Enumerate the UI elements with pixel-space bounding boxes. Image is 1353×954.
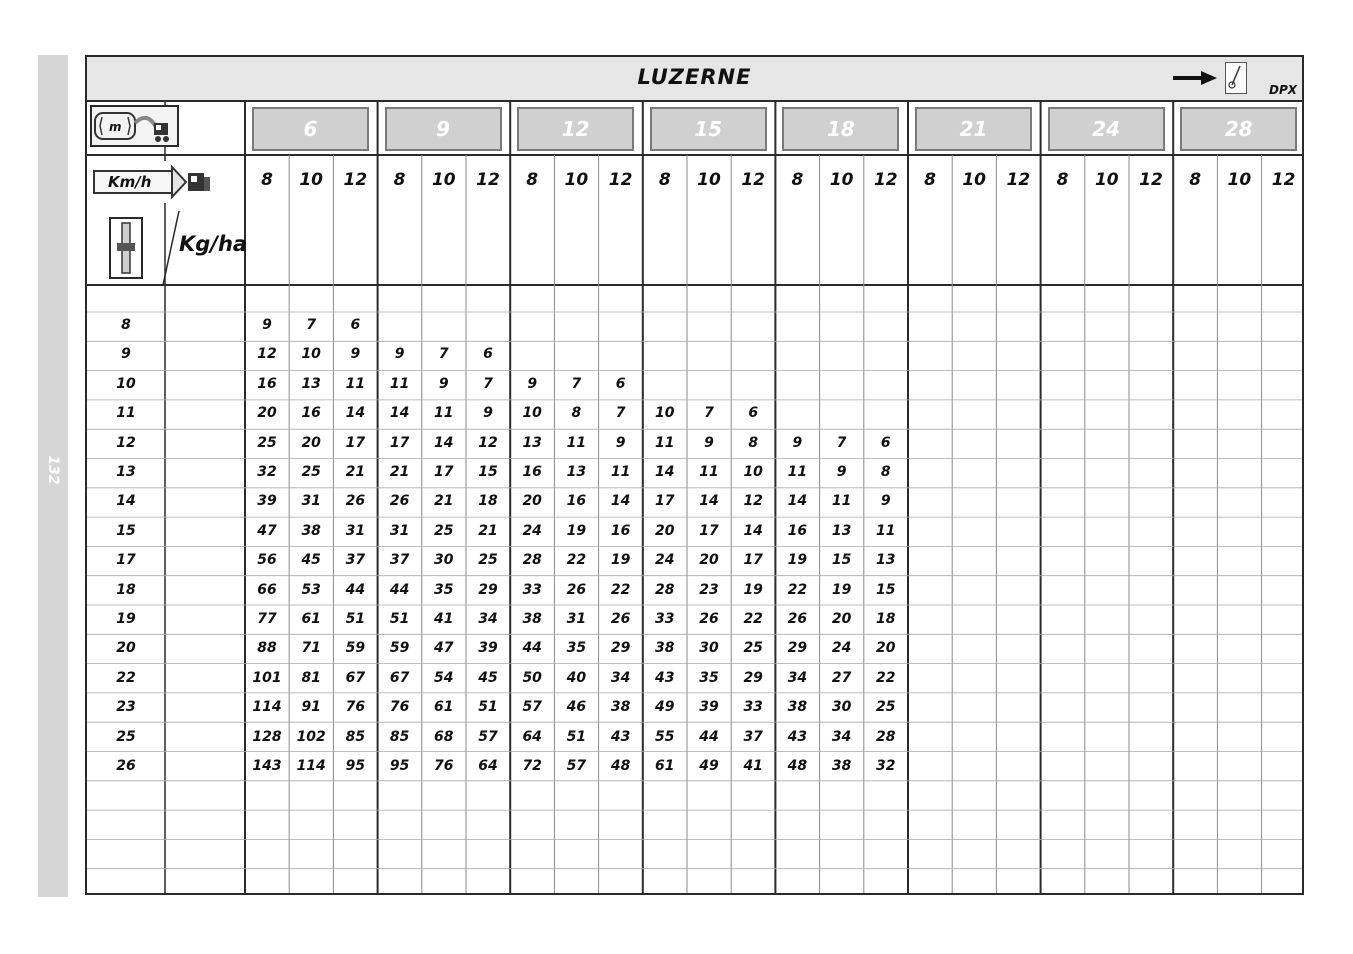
table-cell: 21 [389, 464, 410, 480]
table-cell: 9 [262, 317, 272, 333]
table-cell: 67 [389, 669, 410, 686]
table-cell: 18 [876, 611, 896, 627]
table-cell: 26 [787, 611, 808, 627]
table-cell: 33 [743, 699, 763, 716]
table-cell: 14 [389, 405, 410, 422]
table-cell: 33 [522, 581, 542, 598]
table-cell: 31 [345, 522, 366, 539]
table-cell: 37 [389, 552, 410, 569]
table-cell: 6 [748, 405, 759, 422]
rate-label: 14 [116, 493, 136, 510]
table-cell: 10 [655, 405, 675, 422]
speed-header: 10 [962, 170, 987, 190]
table-cell: 44 [345, 581, 366, 598]
table-cell: 44 [699, 728, 719, 745]
table-cell: 66 [257, 581, 277, 598]
page-number: 132 [45, 455, 61, 485]
table-cell: 34 [787, 669, 808, 686]
table-cell: 28 [522, 552, 542, 569]
table-cell: 26 [389, 493, 410, 510]
table-cell: 11 [566, 434, 587, 451]
table-cell: 14 [434, 434, 454, 451]
table-cell: 45 [301, 552, 321, 569]
table-cell: 17 [389, 434, 410, 451]
table-cell: 20 [876, 640, 896, 657]
table-cell: 13 [301, 375, 321, 392]
speed-header: 12 [1139, 170, 1163, 190]
table-cell: 17 [699, 522, 719, 539]
table-cell: 48 [787, 758, 808, 774]
table-cell: 68 [434, 728, 454, 745]
table-cell: 51 [566, 728, 587, 745]
width-button-28: 28 [1180, 107, 1297, 151]
speed-header: 12 [1006, 170, 1031, 190]
table-cell: 16 [522, 464, 542, 480]
table-cell: 11 [434, 405, 454, 422]
table-cell: 29 [743, 669, 763, 686]
table-cell: 30 [434, 552, 454, 569]
speed-header: 12 [741, 170, 766, 190]
table-cell: 32 [876, 758, 896, 774]
table-cell: 38 [301, 522, 321, 539]
table-title: LUZERNE [637, 65, 752, 89]
table-cell: 57 [522, 699, 542, 716]
table-cell: 16 [566, 493, 587, 510]
table-cell: 102 [296, 728, 326, 745]
table-cell: 67 [345, 669, 366, 686]
table-cell: 54 [434, 669, 454, 686]
speed-header: 10 [564, 170, 589, 190]
table-cell: 11 [787, 464, 808, 480]
table-cell: 14 [345, 405, 366, 422]
table-cell: 39 [699, 699, 719, 716]
speed-header: 8 [924, 170, 936, 190]
table-cell: 27 [831, 669, 852, 686]
table-cell: 25 [478, 552, 498, 569]
rate-label: 20 [116, 640, 136, 657]
table-cell: 16 [257, 375, 277, 392]
table-cell: 20 [699, 552, 719, 569]
table-cell: 38 [787, 699, 808, 716]
table-cell: 51 [345, 611, 366, 627]
table-cell: 9 [836, 464, 847, 480]
width-button-21: 21 [915, 107, 1032, 151]
table-cell: 32 [257, 464, 277, 480]
table-cell: 16 [787, 522, 808, 539]
table-cell: 10 [522, 405, 542, 422]
table-cell: 20 [522, 493, 542, 510]
seeding-rate-table [85, 55, 1304, 895]
dosage-slider-icon [109, 217, 143, 279]
table-cell: 28 [655, 581, 675, 598]
table-cell: 21 [434, 493, 454, 510]
table-cell: 50 [522, 669, 542, 686]
table-cell: 76 [345, 699, 366, 716]
table-cell: 15 [478, 464, 498, 480]
table-cell: 35 [566, 640, 587, 657]
rate-label: 13 [116, 464, 136, 480]
table-cell: 51 [478, 699, 498, 716]
table-cell: 22 [876, 669, 896, 686]
working-width-icon [90, 105, 179, 147]
table-cell: 57 [478, 728, 498, 745]
speed-header: 10 [829, 170, 854, 190]
table-cell: 40 [566, 669, 587, 686]
table-cell: 12 [478, 434, 498, 451]
width-button-6: 6 [252, 107, 369, 151]
table-cell: 22 [566, 552, 587, 569]
table-cell: 19 [787, 552, 808, 569]
table-cell: 23 [699, 581, 719, 598]
table-cell: 22 [610, 581, 631, 598]
table-cell: 128 [252, 728, 282, 745]
table-cell: 81 [301, 669, 321, 686]
table-cell: 41 [743, 758, 763, 774]
table-cell: 7 [615, 405, 626, 422]
table-cell: 17 [345, 434, 366, 451]
table-cell: 7 [306, 317, 317, 333]
table-cell: 31 [301, 493, 321, 510]
table-cell: 85 [345, 728, 366, 745]
table-cell: 9 [438, 375, 449, 392]
table-cell: 46 [566, 699, 587, 716]
rate-label: 10 [116, 375, 136, 392]
table-cell: 57 [566, 758, 587, 774]
table-cell: 14 [610, 493, 631, 510]
table-cell: 18 [478, 493, 498, 510]
table-cell: 49 [655, 699, 675, 716]
table-cell: 7 [483, 375, 493, 392]
table-cell: 22 [743, 611, 763, 627]
table-cell: 20 [301, 434, 321, 451]
table-cell: 8 [571, 405, 582, 422]
speed-header: 8 [658, 170, 671, 190]
table-cell: 76 [389, 699, 410, 716]
table-cell: 17 [434, 464, 454, 480]
table-cell: 20 [257, 405, 277, 422]
table-cell: 47 [434, 640, 454, 657]
width-button-24: 24 [1048, 107, 1165, 151]
speed-header: 8 [1056, 170, 1069, 190]
table-cell: 44 [389, 581, 410, 598]
table-cell: 13 [522, 434, 542, 451]
rate-label: 26 [116, 758, 136, 774]
table-cell: 15 [876, 581, 896, 598]
table-cell: 16 [301, 405, 321, 422]
table-cell: 37 [743, 728, 763, 745]
table-cell: 14 [787, 493, 808, 510]
table-cell: 53 [301, 581, 321, 598]
table-cell: 7 [704, 405, 714, 422]
table-cell: 6 [615, 375, 626, 392]
table-cell: 14 [655, 464, 675, 480]
speed-header: 12 [343, 170, 368, 190]
rate-label: 19 [116, 611, 136, 627]
metering-lever-icon [1225, 62, 1247, 94]
table-cell: 11 [655, 434, 675, 451]
table-cell: 71 [301, 640, 321, 657]
table-cell: 9 [792, 434, 803, 451]
table-cell: 26 [566, 581, 587, 598]
rate-label: 17 [116, 552, 136, 569]
table-cell: 11 [345, 375, 366, 392]
table-cell: 31 [389, 522, 410, 539]
table-cell: 61 [655, 758, 675, 774]
rate-label: 25 [116, 728, 136, 745]
table-cell: 29 [787, 640, 808, 657]
table-cell: 7 [438, 346, 449, 363]
table-cell: 34 [478, 611, 498, 627]
table-cell: 22 [787, 581, 808, 598]
table-cell: 20 [831, 611, 852, 627]
table-cell: 43 [655, 669, 675, 686]
table-cell: 17 [655, 493, 675, 510]
table-cell: 114 [252, 699, 282, 716]
table-cell: 38 [522, 611, 542, 627]
table-cell: 34 [610, 669, 631, 686]
table-cell: 30 [699, 640, 719, 657]
speed-header: 8 [791, 170, 804, 190]
table-cell: 14 [743, 522, 763, 539]
table-cell: 25 [257, 434, 277, 451]
table-cell: 6 [880, 434, 891, 451]
table-cell: 20 [655, 522, 675, 539]
table-cell: 38 [655, 640, 675, 657]
speed-header: 10 [1094, 170, 1119, 190]
table-cell: 39 [257, 493, 277, 510]
rate-label: 18 [116, 581, 136, 598]
speed-header: 12 [476, 170, 500, 190]
table-cell: 15 [831, 552, 852, 569]
table-cell: 35 [699, 669, 719, 686]
table-cell: 61 [434, 699, 454, 716]
table-cell: 45 [478, 669, 498, 686]
table-cell: 34 [831, 728, 852, 745]
table-cell: 24 [655, 552, 675, 569]
rate-label: 23 [116, 699, 136, 716]
table-cell: 11 [699, 464, 719, 480]
table-cell: 48 [610, 758, 631, 774]
table-cell: 8 [880, 464, 891, 480]
table-cell: 49 [699, 758, 719, 774]
table-cell: 35 [434, 581, 454, 598]
table-cell: 26 [345, 493, 366, 510]
speed-header: 8 [1189, 170, 1202, 190]
table-cell: 59 [345, 640, 366, 657]
speed-header: 12 [608, 170, 633, 190]
table-cell: 9 [880, 493, 891, 510]
table-cell: 24 [522, 522, 542, 539]
table-cell: 88 [257, 640, 277, 657]
table-cell: 143 [252, 758, 282, 774]
table-cell: 6 [350, 317, 361, 333]
table-cell: 41 [434, 611, 454, 627]
table-cell: 17 [743, 552, 763, 569]
rate-label: 11 [116, 405, 136, 422]
table-cell: 9 [704, 434, 714, 451]
table-cell: 37 [345, 552, 366, 569]
table-cell: 59 [389, 640, 410, 657]
table-cell: 25 [301, 464, 321, 480]
speed-header: 12 [1271, 170, 1296, 190]
table-cell: 13 [831, 522, 852, 539]
table-cell: 47 [257, 522, 277, 539]
title-bar [87, 57, 1302, 102]
rate-label: 15 [116, 522, 136, 539]
table-cell: 39 [478, 640, 498, 657]
table-cell: 13 [876, 552, 896, 569]
table-cell: 114 [296, 758, 326, 774]
table-cell: 11 [610, 464, 631, 480]
table-cell: 11 [831, 493, 852, 510]
table-cell: 29 [610, 640, 631, 657]
table-cell: 38 [610, 699, 631, 716]
table-cell: 9 [394, 346, 405, 363]
table-cell: 33 [655, 611, 675, 627]
speed-header: 10 [1227, 170, 1252, 190]
table-cell: 12 [257, 346, 277, 363]
table-cell: 28 [876, 728, 896, 745]
table-cell: 25 [743, 640, 763, 657]
table-cell: 26 [699, 611, 719, 627]
table-cell: 29 [478, 581, 498, 598]
table-cell: 43 [787, 728, 808, 745]
table-cell: 19 [831, 581, 852, 598]
table-cell: 30 [831, 699, 852, 716]
speed-header: 10 [697, 170, 721, 190]
table-cell: 19 [743, 581, 763, 598]
table-cell: 11 [389, 375, 410, 392]
table-cell: 101 [252, 669, 282, 686]
table-cell: 95 [345, 758, 366, 774]
table-cell: 43 [610, 728, 631, 745]
width-button-9: 9 [385, 107, 502, 151]
table-cell: 19 [610, 552, 631, 569]
svg-text:m: m [109, 120, 122, 134]
speed-header: 10 [299, 170, 324, 190]
table-cell: 25 [876, 699, 896, 716]
table-cell: 72 [522, 758, 542, 774]
table-cell: 91 [301, 699, 321, 716]
speed-header: 8 [526, 170, 539, 190]
table-cell: 61 [301, 611, 321, 627]
speed-icon [90, 161, 215, 203]
table-cell: 64 [478, 758, 498, 774]
table-cell: 25 [434, 522, 454, 539]
table-cell: 16 [610, 522, 631, 539]
rate-unit-label: Kg/ha [179, 232, 248, 256]
table-cell: 14 [699, 493, 719, 510]
table-cell: 9 [350, 346, 361, 363]
speed-header: 8 [261, 170, 273, 190]
rate-label: 22 [116, 669, 136, 686]
table-cell: 21 [345, 464, 366, 480]
table-cell: 38 [831, 758, 852, 774]
width-button-18: 18 [782, 107, 899, 151]
table-cell: 21 [478, 522, 498, 539]
speed-header: 8 [393, 170, 406, 190]
table-cell: 9 [483, 405, 493, 422]
table-cell: 13 [566, 464, 587, 480]
table-cell: 19 [566, 522, 587, 539]
table-cell: 51 [389, 611, 410, 627]
width-button-12: 12 [517, 107, 634, 151]
table-cell: 11 [876, 522, 896, 539]
header-diagonal [161, 211, 181, 285]
table-cell: 44 [522, 640, 542, 657]
width-button-15: 15 [650, 107, 767, 151]
table-cell: 76 [434, 758, 454, 774]
arrow-right-icon [1173, 71, 1217, 85]
table-cell: 9 [615, 434, 626, 451]
table-cell: 7 [836, 434, 847, 451]
table-cell: 24 [831, 640, 852, 657]
model-label: DPX [1268, 83, 1297, 97]
table-cell: 6 [483, 346, 493, 363]
table-cell: 31 [566, 611, 587, 627]
rate-label: 9 [121, 346, 131, 363]
table-cell: 64 [522, 728, 542, 745]
table-cell: 8 [748, 434, 759, 451]
speed-unit-label: Km/h [108, 173, 152, 191]
table-cell: 10 [743, 464, 763, 480]
speed-header: 12 [873, 170, 898, 190]
table-cell: 55 [655, 728, 675, 745]
table-cell: 26 [610, 611, 631, 627]
table-cell: 10 [301, 346, 321, 363]
rate-label: 8 [121, 317, 131, 333]
table-cell: 9 [527, 375, 538, 392]
rate-label: 12 [116, 434, 136, 451]
table-cell: 56 [257, 552, 277, 569]
table-cell: 77 [257, 611, 277, 627]
table-cell: 95 [389, 758, 410, 774]
table-cell: 7 [571, 375, 582, 392]
table-cell: 12 [743, 493, 763, 510]
speed-header: 10 [431, 170, 456, 190]
table-cell: 85 [389, 728, 410, 745]
